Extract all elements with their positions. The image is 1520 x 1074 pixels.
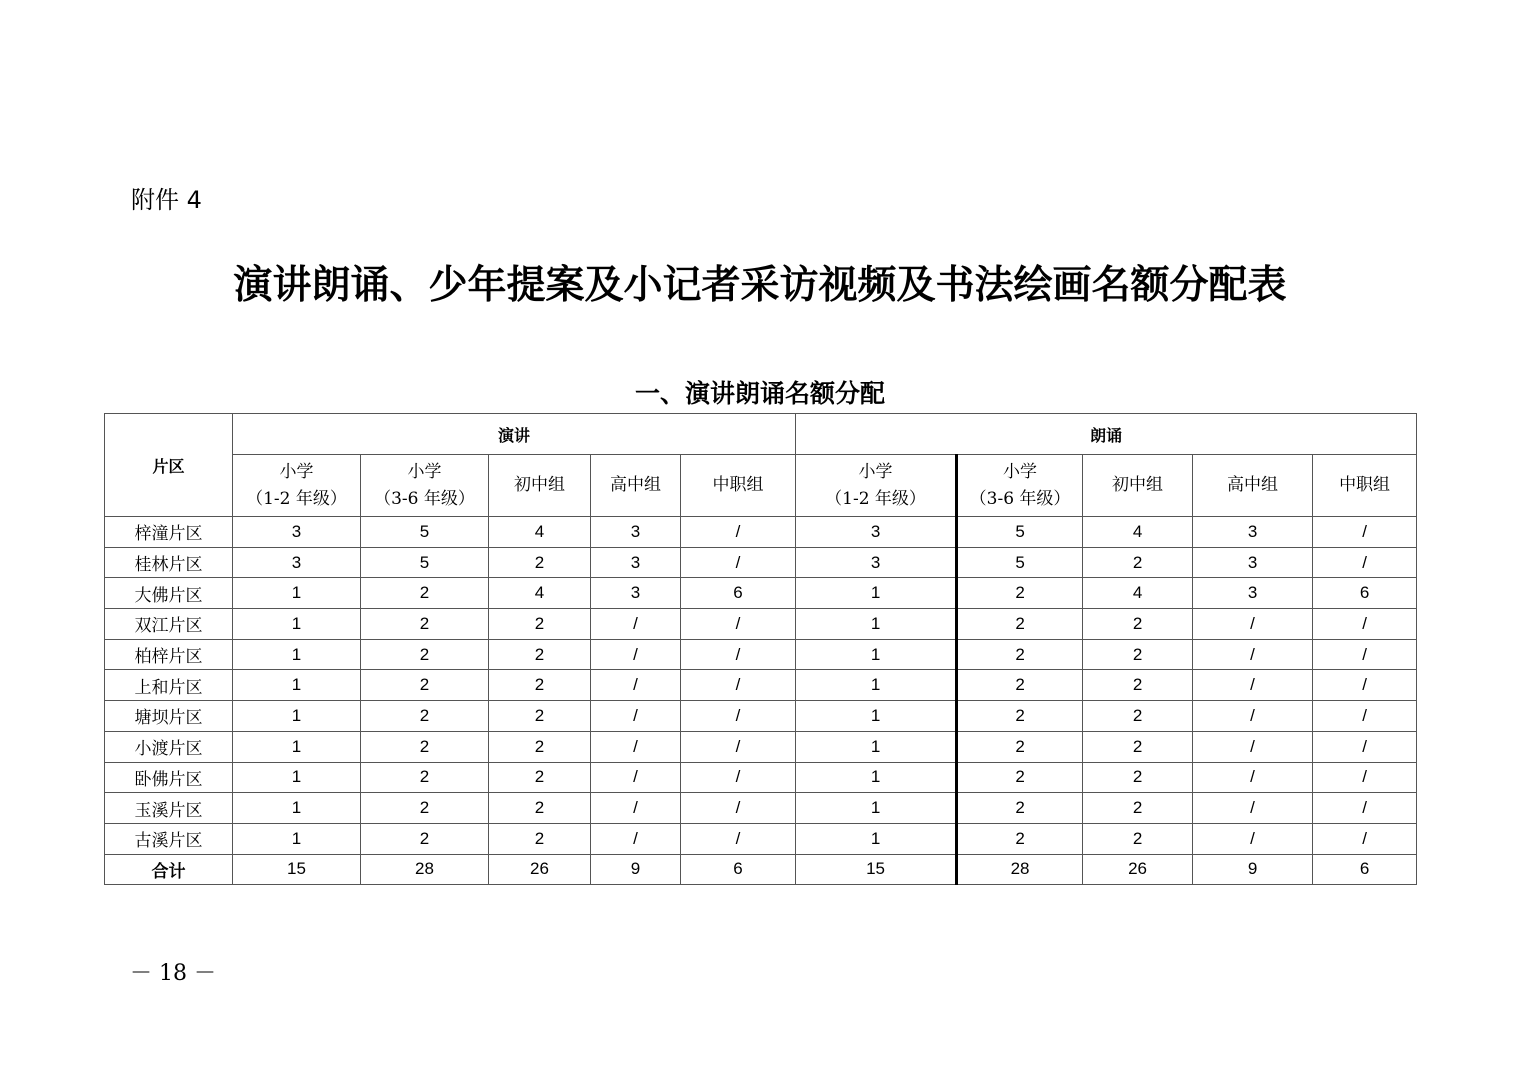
table-row [105,578,1417,609]
section-title: 一、演讲朗诵名额分配 [634,379,885,408]
column-header [361,455,489,517]
quota-cell: / [591,731,681,762]
quota-cell: / [1193,609,1313,640]
quota-cell: / [1193,731,1313,762]
column-header-line: 小学 [407,461,442,482]
quota-cell: 3 [591,547,681,578]
quota-cell: 6 [1313,854,1417,885]
quota-cell: / [1313,670,1417,701]
total-row [105,854,1417,885]
recitation-group-header: 朗诵 [796,414,1417,455]
column-header-line: 初中组 [514,475,565,495]
quota-cell: / [681,639,796,670]
column-header-line: 小学 [1003,461,1038,482]
quota-cell: 2 [1083,731,1193,762]
quota-cell: 3 [233,547,361,578]
quota-cell: 1 [796,793,957,824]
quota-cell: 3 [796,517,957,548]
quota-cell: 1 [796,701,957,732]
quota-cell: 6 [681,578,796,609]
quota-cell: 2 [489,701,591,732]
region-name: 卧佛片区 [105,762,233,793]
column-header-line: （1-2 年级） [246,488,347,509]
quota-cell: 2 [957,793,1083,824]
quota-cell: 1 [796,731,957,762]
table-row [105,823,1417,854]
quota-cell: / [681,762,796,793]
quota-cell: 2 [489,547,591,578]
region-name: 上和片区 [105,670,233,701]
quota-cell: 2 [957,731,1083,762]
quota-cell: / [1313,701,1417,732]
quota-cell: 2 [1083,609,1193,640]
quota-cell: / [1313,793,1417,824]
column-header-line: 高中组 [610,475,661,495]
quota-cell: 1 [796,670,957,701]
table-row [105,762,1417,793]
quota-cell: 5 [957,517,1083,548]
quota-cell: / [681,517,796,548]
column-header [233,455,361,517]
quota-cell: 2 [361,670,489,701]
region-header: 片区 [105,414,233,517]
quota-cell: 2 [1083,639,1193,670]
column-header-line: （3-6 年级） [969,488,1071,509]
quota-cell: 2 [489,823,591,854]
total-label: 合计 [105,854,233,885]
quota-cell: 4 [1083,517,1193,548]
quota-cell: / [1193,639,1313,670]
quota-cell: / [681,731,796,762]
quota-cell: 1 [233,823,361,854]
quota-cell: 2 [489,609,591,640]
quota-cell: / [591,670,681,701]
column-header-line: （1-2 年级） [825,488,926,509]
quota-cell: 1 [233,670,361,701]
quota-cell: 1 [233,578,361,609]
quota-cell: 1 [233,639,361,670]
quota-cell: 2 [361,578,489,609]
quota-cell: 1 [796,578,957,609]
quota-cell: 9 [1193,854,1313,885]
table-row [105,609,1417,640]
table-row [105,547,1417,578]
region-name: 古溪片区 [105,823,233,854]
quota-cell: 2 [1083,823,1193,854]
quota-cell: 1 [233,701,361,732]
quota-cell: 3 [1193,547,1313,578]
quota-cell: / [1313,823,1417,854]
document-title: 演讲朗诵、少年提案及小记者采访视频及书法绘画名额分配表 [233,262,1287,308]
quota-cell: 6 [1313,578,1417,609]
table-row [105,731,1417,762]
quota-cell: 2 [361,762,489,793]
column-header [796,455,957,517]
quota-cell: 15 [233,854,361,885]
column-header-line: 初中组 [1112,475,1164,495]
column-header-line: 小学 [279,461,314,482]
region-name: 梓潼片区 [105,517,233,548]
quota-cell: 1 [233,762,361,793]
column-header-line: 中职组 [1339,475,1391,495]
column-header-line: 小学 [858,461,893,482]
quota-cell: 6 [681,854,796,885]
quota-cell: 1 [233,609,361,640]
region-name: 双江片区 [105,609,233,640]
quota-cell: 15 [796,854,957,885]
quota-cell: 9 [591,854,681,885]
region-name: 小渡片区 [105,731,233,762]
region-name: 大佛片区 [105,578,233,609]
quota-cell: 2 [1083,793,1193,824]
quota-cell: 3 [1193,517,1313,548]
column-header [1083,455,1193,517]
quota-cell: / [1193,701,1313,732]
quota-cell: / [1193,670,1313,701]
quota-cell: 26 [489,854,591,885]
quota-cell: / [1193,793,1313,824]
quota-table [104,413,1417,885]
quota-cell: 4 [489,578,591,609]
quota-cell: 3 [591,517,681,548]
quota-cell: / [681,701,796,732]
quota-cell: 2 [361,823,489,854]
quota-cell: 1 [233,793,361,824]
table-row [105,701,1417,732]
quota-cell: 2 [1083,762,1193,793]
quota-cell: 4 [1083,578,1193,609]
quota-cell: 1 [233,731,361,762]
table-row [105,639,1417,670]
quota-cell: / [591,823,681,854]
speech-group-header: 演讲 [233,414,796,455]
quota-cell: 1 [796,639,957,670]
region-name: 柏梓片区 [105,639,233,670]
column-header [957,455,1083,517]
column-header-line: 高中组 [1227,475,1279,495]
column-header [591,455,681,517]
quota-cell: / [1313,731,1417,762]
quota-cell: 2 [361,793,489,824]
quota-cell: / [591,639,681,670]
quota-cell: 2 [361,731,489,762]
quota-cell: / [681,793,796,824]
quota-cell: 2 [957,578,1083,609]
region-name: 桂林片区 [105,547,233,578]
quota-cell: 2 [361,609,489,640]
quota-cell: / [1313,547,1417,578]
quota-cell: 28 [361,854,489,885]
quota-cell: / [681,823,796,854]
quota-cell: / [681,609,796,640]
page-number: － 18 － [130,961,216,986]
quota-cell: 3 [233,517,361,548]
quota-cell: / [1313,639,1417,670]
column-header [681,455,796,517]
quota-cell: 26 [1083,854,1193,885]
column-header [1313,455,1417,517]
quota-cell: 3 [591,578,681,609]
quota-cell: / [591,609,681,640]
quota-cell: 2 [489,793,591,824]
quota-cell: / [1313,517,1417,548]
quota-cell: / [681,547,796,578]
column-header-line: 中职组 [712,475,764,495]
quota-cell: 2 [1083,670,1193,701]
quota-cell: 4 [489,517,591,548]
column-header [1193,455,1313,517]
quota-cell: / [1313,762,1417,793]
quota-cell: 2 [489,731,591,762]
quota-cell: 3 [796,547,957,578]
table-row [105,670,1417,701]
quota-cell: 5 [957,547,1083,578]
quota-cell: 3 [1193,578,1313,609]
quota-cell: 2 [1083,547,1193,578]
quota-cell: / [1313,609,1417,640]
quota-cell: 2 [489,762,591,793]
region-name: 玉溪片区 [105,793,233,824]
column-header [489,455,591,517]
column-header-line: （3-6 年级） [374,488,475,509]
attachment-label: 附件 4 [131,186,202,214]
quota-cell: 2 [489,670,591,701]
region-name: 塘坝片区 [105,701,233,732]
quota-cell: 2 [957,762,1083,793]
quota-cell: 2 [489,639,591,670]
table-body [105,517,1417,885]
quota-cell: 2 [1083,701,1193,732]
quota-cell: 2 [957,823,1083,854]
table-row [105,517,1417,548]
quota-cell: / [591,762,681,793]
subheader-row [105,455,1417,517]
quota-cell: 2 [957,701,1083,732]
quota-cell: / [681,670,796,701]
quota-cell: 2 [957,670,1083,701]
quota-cell: / [591,701,681,732]
quota-cell: 2 [361,639,489,670]
quota-cell: / [1193,823,1313,854]
quota-cell: 5 [361,547,489,578]
quota-cell: 1 [796,609,957,640]
quota-cell: 5 [361,517,489,548]
quota-cell: 2 [361,701,489,732]
quota-cell: / [1193,762,1313,793]
quota-cell: 1 [796,762,957,793]
quota-cell: / [591,793,681,824]
quota-cell: 2 [957,609,1083,640]
quota-cell: 2 [957,639,1083,670]
table-row [105,793,1417,824]
quota-cell: 28 [957,854,1083,885]
quota-cell: 1 [796,823,957,854]
